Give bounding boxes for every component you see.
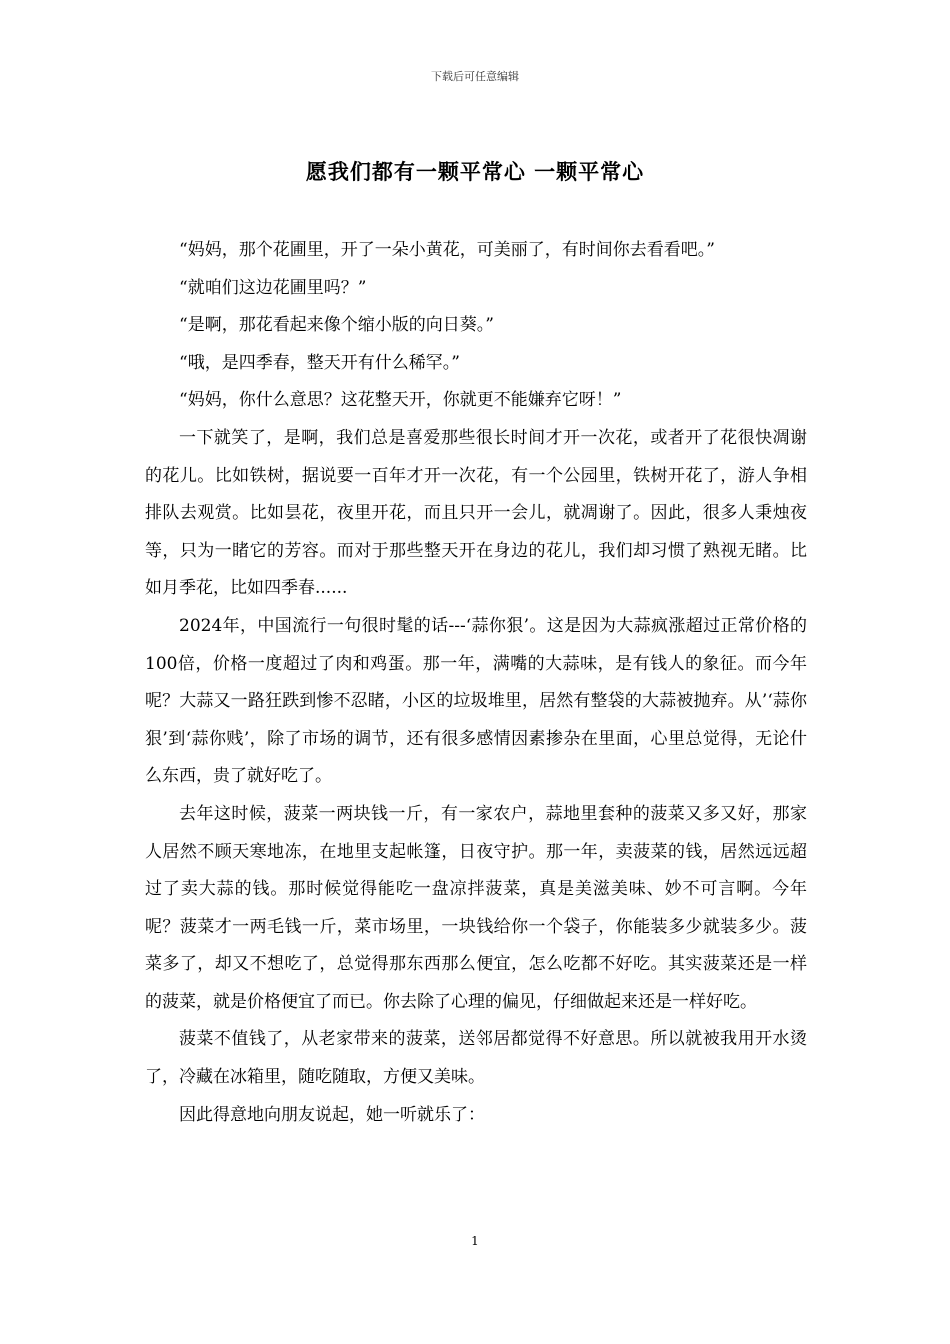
paragraph: “妈妈，你什么意思？这花整天开，你就更不能嫌弃它呀！” [179, 390, 622, 411]
paragraph: 因此得意地向朋友说起，她一听就乐了： [179, 1104, 485, 1125]
paragraph: 一下就笑了，是啊，我们总是喜爱那些很长时间才开一次花，或者开了花很快凋谢的花儿。比如铁树，据说要一百年才开一次花，有一个公园里，铁树开花了，游人争相排队去观赏。比如昙花，夜里开花，而且只开一会儿，就凋谢了。因此，很多人秉烛夜等，只为一睹它的芳容。而对于那些整天开在身边的花儿，我们却习惯了熟视无睹。比如月季花，比如四季春...... [145, 427, 807, 599]
paragraph: “就咱们这边花圃里吗？” [179, 277, 367, 298]
paragraph: “哦，是四季春，整天开有什么稀罕。” [179, 352, 460, 373]
paragraph: 2024年，中国流行一句很时髦的话---‘蒜你狠’。这是因为大蒜疯涨超过正常价格的100倍，价格一度超过了肉和鸡蛋。那一年，满嘴的大蒜味，是有钱人的象征。而今年呢？大蒜又一路狂跌到惨不忍睹，小区的垃圾堆里，居然有整袋的大蒜被抛弃。从’‘蒜你狠’到‘蒜你贱’，除了市场的调节，还有很多感情因素掺杂在里面，心里总觉得，无论什么东西，贵了就好吃了。 [145, 615, 807, 787]
paragraph: 去年这时候，菠菜一两块钱一斤，有一家农户，蒜地里套种的菠菜又多又好，那家人居然不顾天寒地冻，在地里支起帐篷，日夜守护。那一年，卖菠菜的钱，居然远远超过了卖大蒜的钱。那时候觉得能吃一盘凉拌菠菜，真是美滋美味、妙不可言啊。今年呢？菠菜才一两毛钱一斤，菜市场里，一块钱给你一个袋子，你能装多少就装多少。菠菜多了，却又不想吃了，总觉得那东西那么便宜，怎么吃都不好吃。其实菠菜还是一样的菠菜，就是价格便宜了而已。你去除了心理的偏见，仔细做起来还是一样好吃。 [145, 803, 807, 1012]
page-number: 1 [471, 1234, 479, 1248]
paragraph: “是啊，那花看起来像个缩小版的向日葵。” [179, 315, 494, 336]
paragraph: “妈妈，那个花圃里，开了一朵小黄花，可美丽了，有时间你去看看吧。” [179, 240, 715, 260]
document-title: 愿我们都有一颗平常心 一颗平常心 [305, 159, 645, 184]
paragraph: 菠菜不值钱了，从老家带来的菠菜，送邻居都觉得不好意思。所以就被我用开水烫了，冷藏在冰箱里，随吃随取，方便又美味。 [145, 1029, 807, 1088]
document-body [145, 232, 807, 1134]
header-note: 下载后可任意编辑 [431, 70, 519, 83]
